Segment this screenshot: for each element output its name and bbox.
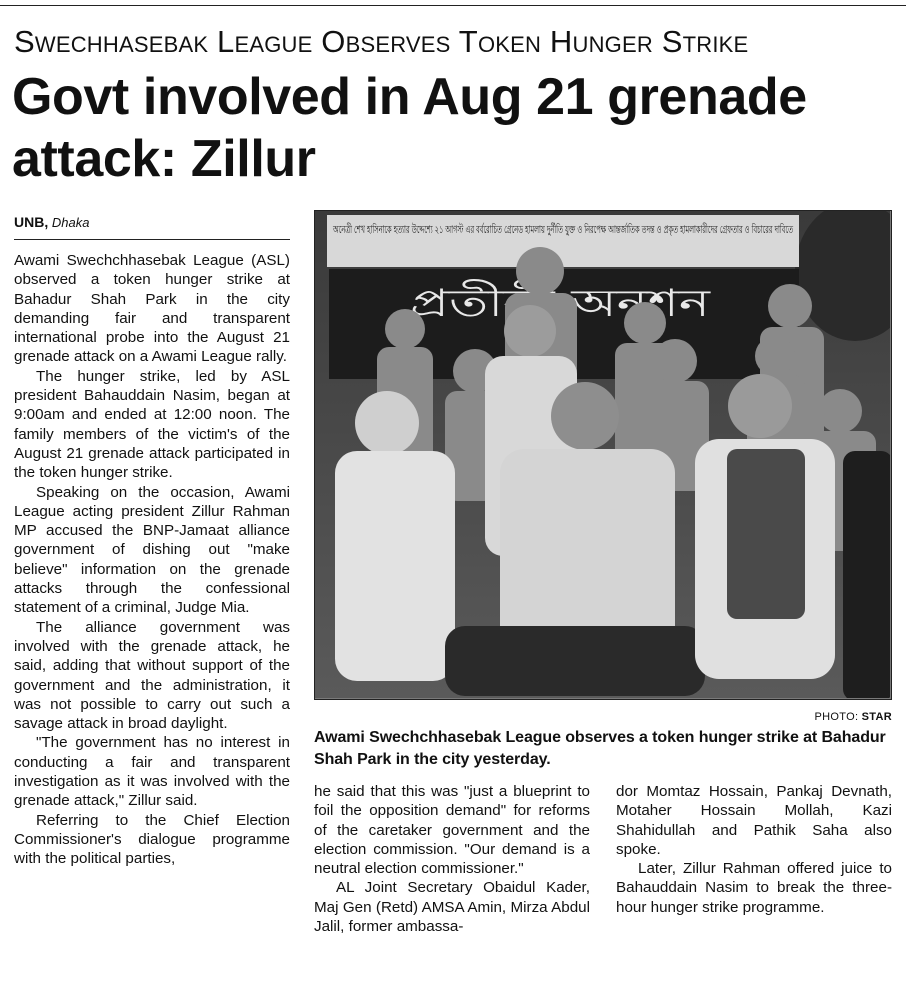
photo-credit bbox=[700, 710, 892, 724]
photo-credit-label: PHOTO: bbox=[814, 711, 859, 723]
paragraph: AL Joint Secretary Obaidul Kader, Maj Gen (Retd) AMSA Amin, Mirza Abdul Jalil, former ambassa- bbox=[314, 879, 590, 936]
photo-banner-text: অনেত্রী শেখ হাসিনাকে হত্যার উদ্দেশ্যে ২১ আগস্ট এর বর্বরোচিত গ্রেনেড হামলায় দুর্নীতি যুক্ত ও নিরপেক্ষ আন্তর্জাতিক তদন্ত ও প্রকৃত হামলাকারীদের গ্রেফতার ও বিচারের দাবিতে bbox=[332, 223, 794, 236]
paragraph: Awami Swechchhasebak League (ASL) observed a token hunger strike at Bahadur Shah Park in the city demanding fair and transparent international probe into the August 21 grenade attack on a Awami League rally. bbox=[14, 252, 290, 366]
paragraph: Speaking on the occasion, Awami League acting president Zillur Rahman MP accused the BNP-Jamaat alliance government of dishing out "make believe" information on the grenade attacks through the confessional statement of a criminal, Judge Mia. bbox=[14, 483, 290, 617]
byline-agency: UNB, bbox=[14, 214, 49, 230]
paragraph: Later, Zillur Rahman offered juice to Bahauddain Nasim to break the three-hour hunger strike programme. bbox=[616, 860, 892, 916]
paragraph: he said that this was "just a blueprint to foil the opposition demand" for reforms of the caretaker government and the election commission. "Our demand is a neutral election commissioner." bbox=[314, 783, 590, 878]
paragraph: Referring to the Chief Election Commissioner's dialogue programme with the political parties, bbox=[14, 811, 290, 868]
article-column-2 bbox=[314, 782, 590, 936]
main-headline: Govt involved in Aug 21 grenade attack: Zillur bbox=[12, 68, 807, 188]
paragraph: "The government has no interest in conducting a fair and transparent investigation as it was involved with the grenade attack," Zillur said. bbox=[14, 734, 290, 810]
byline-rule bbox=[14, 239, 290, 240]
article-column-3 bbox=[616, 782, 892, 917]
photo-caption: Awami Swechchhasebak League observes a token hunger strike at Bahadur Shah Park in the city yesterday. bbox=[314, 729, 886, 768]
byline-place: Dhaka bbox=[51, 215, 90, 230]
top-rule bbox=[0, 5, 906, 6]
paragraph: dor Momtaz Hossain, Pankaj Devnath, Motaher Hossain Mollah, Kazi Shahidullah and Pathik Saha also spoke. bbox=[616, 783, 892, 858]
paragraph: The alliance government was involved with the grenade attack, he said, adding that without support of the government and the administration, it was not possible to carry out such a savage attack in broad daylight. bbox=[14, 618, 290, 733]
photo-credit-name: STAR bbox=[861, 711, 892, 723]
article-column-1 bbox=[14, 251, 290, 869]
paragraph: The hunger strike, led by ASL president Bahauddain Nasim, began at 9:00am and ended at 12:00 noon. The family members of the victim's of the August 21 grenade attack participated in the token hunger strike. bbox=[14, 367, 290, 482]
kicker-headline: Swechhasebak League Observes Token Hunger Strike bbox=[14, 24, 749, 59]
news-photo bbox=[314, 210, 892, 700]
byline bbox=[14, 214, 89, 231]
